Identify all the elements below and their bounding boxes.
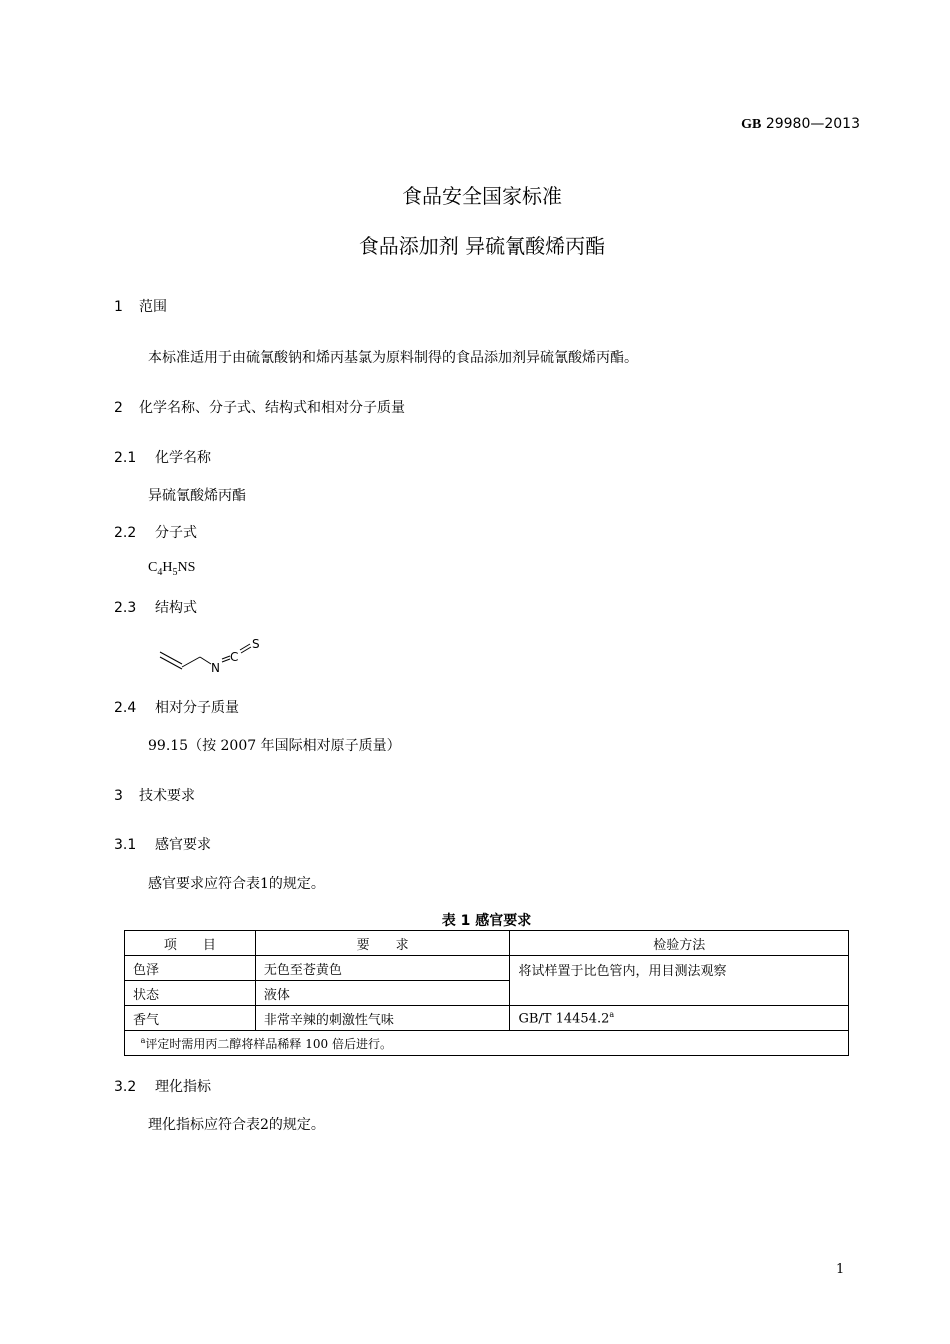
method-ref: GB/T 14454.2 — [518, 1011, 610, 1027]
section-2-1-heading — [114, 447, 211, 467]
section-1-text: 本标准适用于由硫氰酸钠和烯丙基氯为原料制得的食品添加剂异硫氰酸烯丙酯。 — [148, 350, 638, 366]
table-header-row — [125, 931, 849, 956]
section-number: 2.1 — [114, 450, 137, 466]
section-title: 感官要求 — [155, 837, 211, 853]
section-2-2-heading — [114, 522, 197, 542]
formula-hydrogen-count: 5 — [172, 566, 178, 578]
section-number: 1 — [114, 299, 123, 315]
section-title: 理化指标 — [155, 1079, 211, 1095]
section-title: 技术要求 — [139, 788, 195, 804]
cell-requirement: 非常辛辣的刺激性气味 — [255, 1006, 510, 1031]
section-number: 2.2 — [114, 525, 137, 541]
cell-method — [510, 1006, 849, 1031]
table-row — [125, 1006, 849, 1031]
section-number: 3.2 — [114, 1079, 137, 1095]
section-3-1-text: 感官要求应符合表1的规定。 — [148, 876, 325, 892]
cell-item: 状态 — [125, 981, 256, 1006]
section-3-heading — [114, 785, 195, 805]
atom-n: N — [211, 661, 220, 675]
chemical-name: 异硫氰酸烯丙酯 — [148, 488, 246, 504]
atom-c: C — [230, 650, 239, 664]
structural-formula — [150, 630, 280, 680]
section-number: 3.1 — [114, 837, 137, 853]
section-title: 相对分子质量 — [155, 700, 239, 716]
cell-item: 色泽 — [125, 956, 256, 981]
section-number: 2.4 — [114, 700, 137, 716]
standard-number: 29980—2013 — [765, 116, 860, 132]
section-title: 结构式 — [155, 600, 197, 616]
header-item: 项 目 — [125, 931, 256, 956]
footnote-marker: a — [609, 1009, 615, 1019]
atom-s: S — [252, 637, 260, 651]
header-requirement: 要 求 — [255, 931, 510, 956]
section-1-heading — [114, 296, 167, 316]
molecular-mass: 99.15（按 2007 年国际相对原子质量） — [148, 738, 401, 754]
formula-carbon: C — [148, 560, 158, 575]
table-row — [125, 956, 849, 981]
formula-rest: NS — [177, 560, 196, 575]
section-title: 化学名称、分子式、结构式和相对分子质量 — [139, 400, 405, 416]
bond-line — [200, 657, 211, 664]
document-subtitle: 食品添加剂 异硫氰酸烯丙酯 — [358, 234, 606, 258]
section-number: 2.3 — [114, 600, 137, 616]
section-3-1-heading — [114, 834, 211, 854]
cell-requirement: 无色至苍黄色 — [255, 956, 510, 981]
bond-line — [241, 647, 251, 653]
formula-carbon-count: 4 — [157, 566, 163, 578]
bond-line — [222, 656, 230, 659]
document-title: 食品安全国家标准 — [402, 184, 562, 208]
cell-item: 香气 — [125, 1006, 256, 1031]
section-3-2-text: 理化指标应符合表2的规定。 — [148, 1117, 325, 1133]
standard-code — [741, 116, 860, 133]
footnote-marker: a — [140, 1035, 146, 1045]
section-number: 3 — [114, 788, 123, 804]
bond-line — [240, 644, 250, 650]
section-3-2-heading — [114, 1076, 211, 1096]
bond-line — [160, 657, 182, 669]
cell-requirement: 液体 — [255, 981, 510, 1006]
cell-method-merged: 将试样置于比色管内，用目测法观察 — [510, 956, 849, 1006]
section-2-4-heading — [114, 697, 239, 717]
table-note-text: 评定时需用丙二醇将样品稀释 100 倍后进行。 — [145, 1036, 392, 1051]
section-title: 化学名称 — [155, 450, 211, 466]
formula-hydrogen: H — [162, 560, 173, 575]
page-number: 1 — [836, 1262, 845, 1277]
table-caption: 表 1 感官要求 — [441, 913, 532, 929]
section-2-3-heading — [114, 597, 197, 617]
section-2-heading — [114, 397, 405, 417]
section-title: 范围 — [139, 299, 167, 315]
table-note-row — [125, 1031, 849, 1056]
section-title: 分子式 — [155, 525, 197, 541]
section-number: 2 — [114, 400, 123, 416]
sensory-requirements-table — [124, 930, 849, 1056]
bond-line — [182, 657, 200, 667]
molecular-formula — [148, 560, 195, 578]
header-method: 检验方法 — [510, 931, 849, 956]
bond-line — [160, 652, 182, 664]
bond-line — [222, 659, 230, 662]
standard-prefix: GB — [741, 117, 762, 132]
table-note — [125, 1031, 849, 1056]
